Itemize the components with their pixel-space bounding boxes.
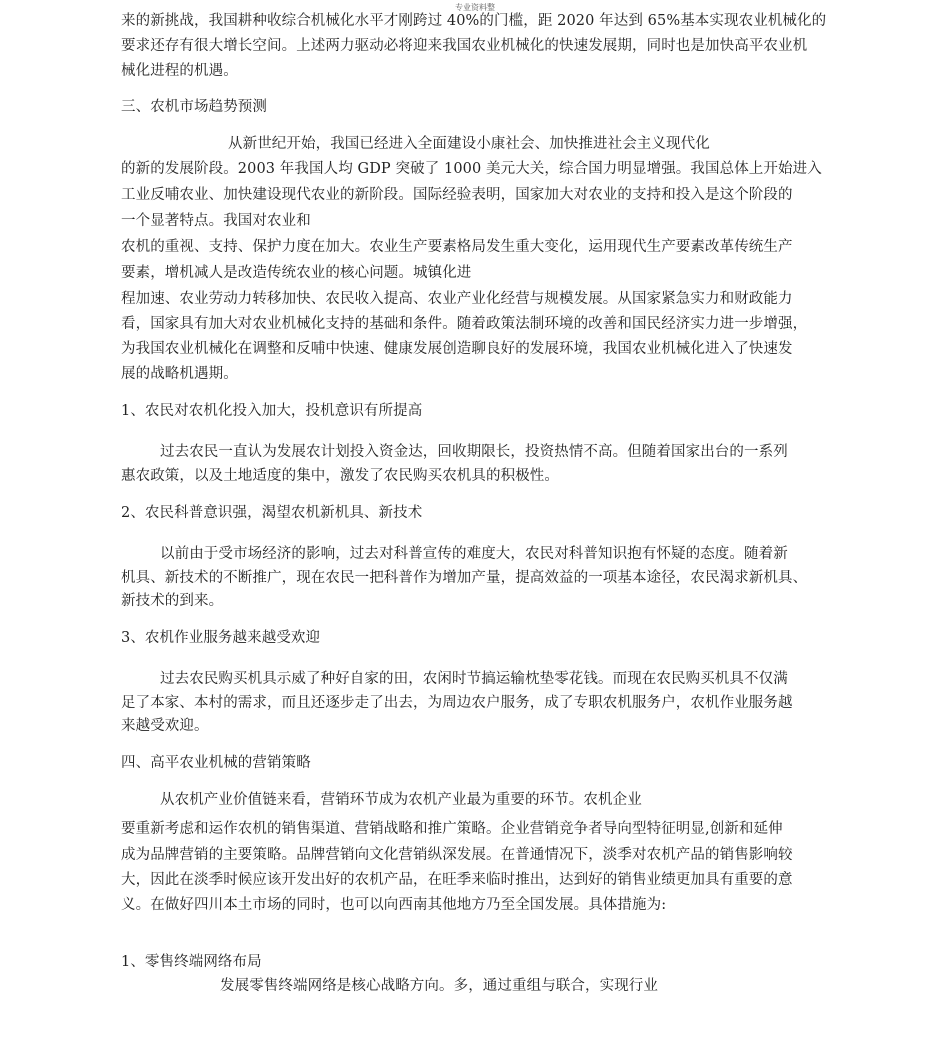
subsection-heading: 1、零售终端网络布局 [121, 954, 262, 970]
paragraph-line: 工业反哺农业、加快建设现代农业的新阶段。国际经验表明，国家加大对农业的支持和投入是这个阶段的 [121, 187, 793, 203]
paragraph-line: 要重新考虑和运作农机的销售渠道、营销战略和推广策略。企业营销竞争者导向型特征明显,创新和延伸 [121, 821, 783, 837]
paragraph-line: 程加速、农业劳动力转移加快、农民收入提高、农业产业化经营与规模发展。从国家紧急实力和财政能力 [121, 291, 793, 307]
paragraph-line: 惠农政策，以及土地适度的集中，激发了农民购买农机具的积极性。 [121, 468, 559, 484]
paragraph-line: 成为品牌营销的主要策略。品牌营销向文化营销纵深发展。在普通情况下，淡季对农机产品的销售影响较 [121, 847, 793, 863]
paragraph-line: 机具、新技术的不断推广，现在农民一把科普作为增加产量，提高效益的一项基本途径，农民渴求新机具、 [121, 570, 808, 586]
paragraph-line: 大，因此在淡季时候应该开发出好的农机产品，在旺季来临时推出，达到好的销售业绩更加具有重要的意 [121, 872, 793, 888]
paragraph-line: 的新的发展阶段。2003 年我国人均 GDP 突破了 1000 美元大关，综合国力明显增强。我国总体上开始进入 [121, 161, 822, 177]
paragraph-line: 来越受欢迎。 [121, 718, 209, 734]
paragraph-line: 义。在做好四川本土市场的同时，也可以向西南其他地方乃至全国发展。具体措施为: [121, 897, 667, 913]
subsection-heading: 1、农民对农机化投入加大，投机意识有所提高 [121, 403, 423, 419]
paragraph-line: 过去农民一直认为发展农计划投入资金达，回收期限长，投资热情不高。但随着国家出台的一系列 [160, 444, 788, 460]
paragraph-line: 为我国农业机械化在调整和反哺中快速、健康发展创造聊良好的发展环境，我国农业机械化进入了快速发 [121, 341, 793, 357]
paragraph-line: 要素，增机减人是改造传统农业的核心问题。城镇化进 [121, 265, 472, 281]
paragraph-line: 一个显著特点。我国对农业和 [121, 213, 311, 229]
paragraph-line: 足了本家、本村的需求，而且还逐步走了出去，为周边农户服务，成了专职农机服务户，农机作业服务越 [121, 695, 793, 711]
paragraph-line: 以前由于受市场经济的影响，过去对科普宣传的难度大，农民对科普知识抱有怀疑的态度。随着新 [160, 546, 788, 562]
watermark-text: 专业资料整 [455, 3, 495, 12]
section-heading: 四、高平农业机械的营销策略 [121, 755, 311, 771]
subsection-heading: 2、农民科普意识强，渴望农机新机具、新技术 [121, 505, 423, 521]
paragraph-line: 过去农民购买机具示威了种好自家的田，农闲时节搞运输枕垫零花钱。而现在农民购买机具不仅满 [160, 671, 788, 687]
subsection-heading: 3、农机作业服务越来越受欢迎 [121, 630, 321, 646]
paragraph-line: 看，国家具有加大对农业机械化支持的基础和条件。随着政策法制环境的改善和国民经济实力进一步增强， [121, 316, 808, 332]
paragraph-line: 来的新挑战，我国耕种收综合机械化水平才刚跨过 40%的门槛，距 2020 年达到 65%基本实现农业机械化的 [121, 13, 827, 29]
paragraph-line: 从农机产业价值链来看，营销环节成为农机产业最为重要的环节。农机企业 [160, 792, 642, 808]
paragraph-line: 械化进程的机遇。 [121, 63, 238, 79]
section-heading: 三、农机市场趋势预测 [121, 99, 267, 115]
paragraph-line: 新技术的到来。 [121, 593, 224, 609]
paragraph-line: 农机的重视、支持、保护力度在加大。农业生产要素格局发生重大变化，运用现代生产要素改革传统生产 [121, 239, 793, 255]
paragraph-line: 发展零售终端网络是核心战略方向。多，通过重组与联合，实现行业 [220, 978, 658, 994]
paragraph-line: 要求还存有很大增长空间。上述两力驱动必将迎来我国农业机械化的快速发展期，同时也是加快高平农业机 [121, 38, 808, 54]
paragraph-line: 从新世纪开始，我国已经进入全面建设小康社会、加快推进社会主义现代化 [228, 136, 710, 152]
paragraph-line: 展的战略机遇期。 [121, 366, 238, 382]
